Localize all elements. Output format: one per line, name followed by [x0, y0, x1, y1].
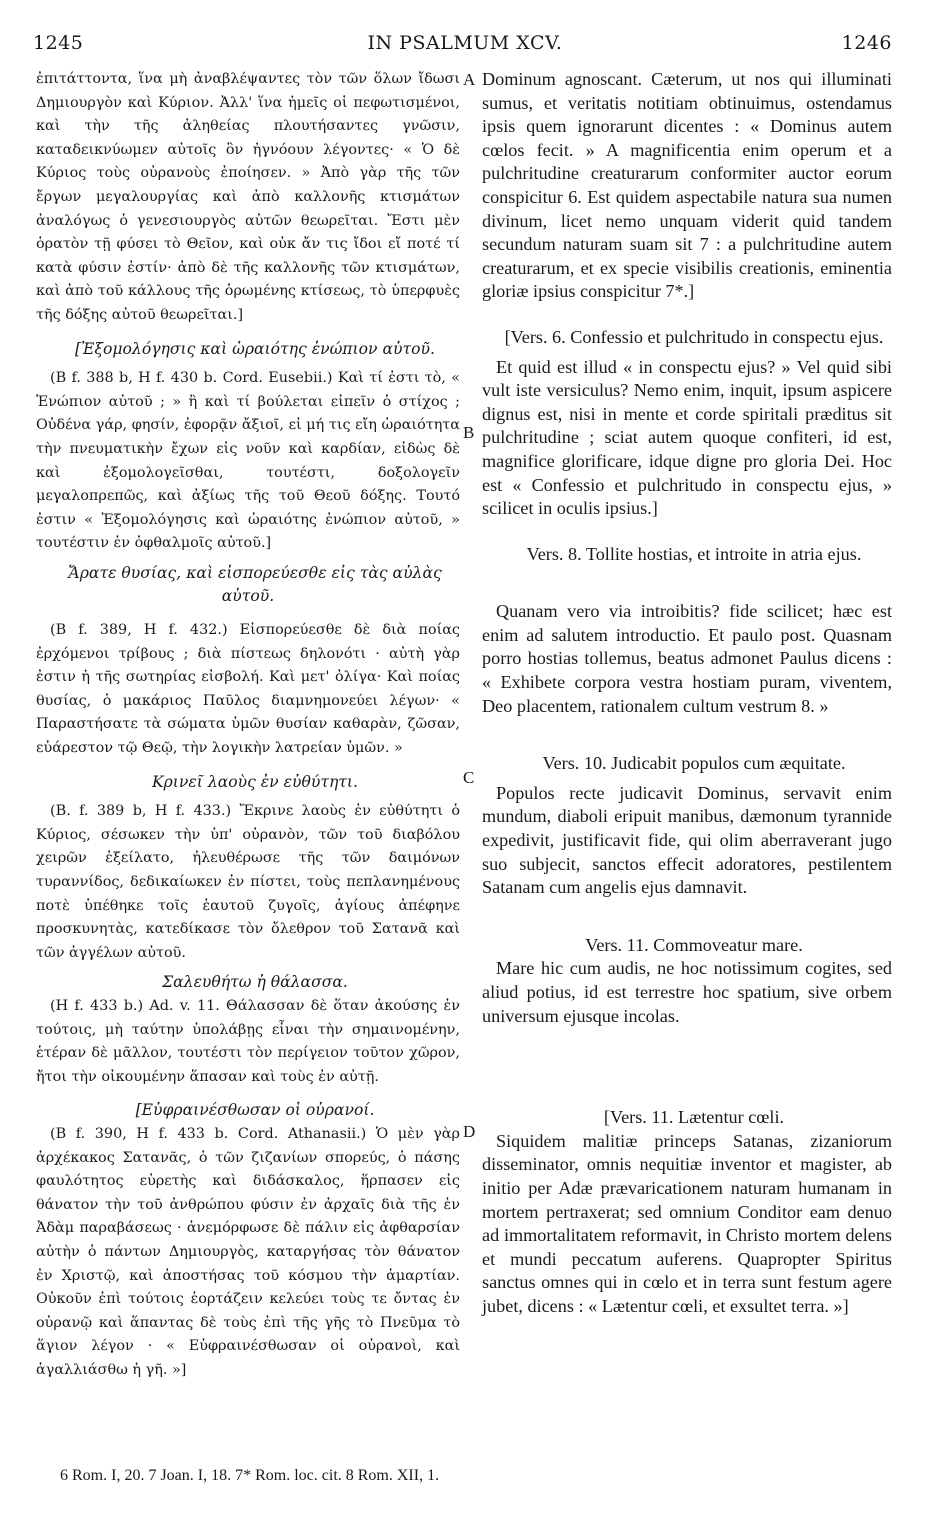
- latin-heading: [482, 543, 892, 567]
- greek-heading: Σαλευθήτω ἡ θάλασσα.: [162, 973, 348, 992]
- latin-paragraph: Populos recte judicavit Dominus, servavit enim mundum, diaboli eripuit manibus, dæmonum tyrannide expedivit, justificavit fide, qui olim aberraverant jugo suo subjecit, sanctos effecit adoratores, pestilentem Satanam cum angelis ejus damnavit.: [482, 782, 892, 898]
- latin-heading: [482, 1106, 892, 1130]
- margin-marker-b: B: [463, 423, 475, 442]
- greek-paragraph: (B f. 389, H f. 432.) Εἰσπορεύεσθε δὲ διὰ ποίας ἐρχόμενοι τρίβους ; διὰ πίστεως δηλονότι · αὐτὴ γὰρ ἐστιν ἡ τῆς σωτηρίας εἰσβολή. Καὶ μετ' ὀλίγα· Καὶ ποίας θυσίας, ὁ μακάριος Παῦλος διαμνημονεύει λέγων· « Παραστήσατε τὰ σώματα ὑμῶν θυσίαν καθαρὰν, ζῶσαν, εὐάρεστον τῷ Θεῷ, τὴν λογικὴν λατρείαν ὑμῶν. »: [36, 622, 460, 757]
- latin-column: [482, 68, 892, 1319]
- greek-paragraph: (H f. 433 b.) Ad. v. 11. Θάλασσαν δὲ ὅταν ἀκούσης ἐν τούτοις, μὴ ταύτην ὑπολάβῃς εἶναι τὴν σημαινομένην, ἑτέραν δὲ μᾶλλον, τουτέστι τὸν περίγειον τοῦτον χῶρον, ἤτοι τὴν οἰκουμένην ἅπασαν καὶ τοὺς ἐν αὐτῇ.: [36, 997, 460, 1085]
- latin-paragraph: Siquidem malitiæ princeps Satanas, zizaniorum disseminator, omnis nequitiæ inventor et magister, ab initio per Adæ prævaricationem naturam humanam in mortem pertraxerat; sed omnium Conditor eam denuo ad immortalitatem reformavit, in Christo mortem delens et mundi peccatum auferens. Quapropter Spiritus sanctus omnes qui in cœlo et in terra sunt festum agere jubet, dicens : « Lætentur cœli, et exsultet terra. »]: [482, 1130, 892, 1316]
- latin-heading: [482, 934, 892, 958]
- latin-heading-text: Vers. 10. Judicabit populos cum æquitate.: [542, 753, 846, 774]
- greek-heading: [Ἐξομολόγησις καὶ ὡραιότης ἐνώπιον αὐτοῦ.: [75, 339, 435, 358]
- latin-heading-text: Vers. 8. Tollite hostias, et introite in atria ejus.: [526, 543, 862, 564]
- margin-marker-a: A: [463, 70, 476, 89]
- greek-heading: [Εὐφραινέσθωσαν οἱ οὐρανοί.: [135, 1101, 375, 1120]
- page-number-left: 1245: [33, 32, 84, 54]
- latin-paragraph: Quanam vero via introibitis? fide scilicet; hæc est enim ad salutem introductio. Et paulo post. Quasnam porro hostias tollemus, beatus admonet Paulus dicens : « Exhibete corpora vestra hostiam puram, viventem, Deo placentem, rationalem cultum vestrum 8. »: [482, 601, 892, 716]
- greek-column: [36, 68, 460, 1382]
- margin-marker-d: D: [463, 1122, 476, 1141]
- greek-paragraph: (B. f. 389 b, H f. 433.) Ἔκρινε λαοὺς ἐν εὐθύτητι ὁ Κύριος, σέσωκεν τὴν ὑπ' οὐρανὸν, τῶν τοῦ διαβόλου χειρῶν ἐξείλατο, ἠλευθέρωσε τῆς τῶν δαιμόνων τυραννίδος, δεδικαίωκεν ἐν πίστει, τοὺς πεπλανημένους ποτὲ ὑπέθηκε τοῖς ἑαυτοῦ ζυγοῖς, ἁγίους ἀπέφηνε προσκυνητὰς, κατεδίκασε τὸν ὄλεθρον τοῦ Σατανᾶ καὶ τῶν ἀγγέλων αὐτοῦ.: [36, 803, 460, 961]
- greek-heading: Ἄρατε θυσίας, καὶ εἰσπορεύεσθε εἰς τὰς αὐλὰς αὐτοῦ.: [68, 563, 442, 606]
- latin-paragraph: Dominum agnoscant. Cæterum, ut nos qui illuminati sumus, et veritatis notitiam obtinuimus, ostendamus ipsis quem ignorarunt dicentes : « Dominus autem cœlos fecit. » A magnificentia enim operum et a pulchritudine creaturarum conformiter auctor eorum conspicitur 6. Est quidem aspectabile natura sua numen divinum, licet nemo unquam viderit quid tandem secundum naturam suam sit 7 : a pulchritudine autem creaturarum, et ex specie visibilis creationis, eminentia gloriæ ipsius conspicitur 7*.]: [482, 69, 892, 302]
- greek-heading: Κρινεῖ λαοὺς ἐν εὐθύτητι.: [151, 772, 358, 791]
- latin-heading: [482, 326, 892, 350]
- greek-paragraph: (B f. 390, H f. 433 b. Cord. Athanasii.) Ὁ μὲν γὰρ ἀρχέκακος Σατανᾶς, ὁ τῶν ζιζανίων σπορεύς, ὁ πάσης φαυλότητος εὑρετὴς καὶ διδάσκαλος, ἥρπασεν εἰς θάνατον τὴν τοῦ ἀνθρώπου φύσιν ἐν ἀρχαῖς διὰ τῆς ἐν Ἀδὰμ παραβάσεως · ἀνεμόρφωσε δὲ πάλιν εἰς ἀφθαρσίαν αὐτὴν ὁ πάντων Δημιουργὸς, καταργήσας τὸν θάνατον ἐν Χριστῷ, καὶ ἀποστήσας τοῦ κόσμου τὴν ἁμαρτίαν. Οὐκοῦν ἐπὶ τούτοις ἑορτάζειν κελεύει τοὺς τε ὄντας ἐν οὐρανῷ καὶ ἅπαντας δὲ τοὺς ἐπὶ τῆς γῆς τὸ Πνεῦμα τὸ ἅγιον λέγον · « Εὐφραινέσθωσαν οἱ οὐρανοὶ, καὶ ἀγαλλιάσθω ἡ γῆ. »]: [36, 1125, 460, 1378]
- margin-marker-c: C: [463, 768, 475, 787]
- latin-heading: [482, 752, 892, 776]
- page-number-right: 1246: [841, 32, 892, 54]
- latin-heading-text: [Vers. 11. Lætentur cœli.: [603, 1107, 785, 1128]
- latin-heading-text: Vers. 11. Commoveatur mare.: [585, 934, 803, 955]
- latin-heading-text: [Vers. 6. Confessio et pulchritudo in conspectu ejus.: [504, 326, 884, 347]
- greek-paragraph: (B f. 388 b, H f. 430 b. Cord. Eusebii.) Καὶ τί ἐστι τὸ, « Ἐνώπιον αὐτοῦ ; » ἢ καὶ τί βούλεται εἰπεῖν ὁ στίχος ; Οὐδένα γάρ, φησίν, ἐφορᾷν ἄξιοῖ, εἰ μή τις εἴη ὡραιότητα τὴν πνευματικὴν ἔχων εἰς νοῦν καὶ καρδίαν, εἰδὼς δὲ καὶ ἐξομολογεῖσθαι, τουτέστι, δοξολογεῖν μεγαλοπρεπῶς, καὶ ἀξίως τῆς τοῦ Θεοῦ δόξης. Τουτό ἐστιν « Ἐξομολόγησις καὶ ὡραιότης ἐνώπιον αὐτοῦ, » τουτέστιν ἐν ὀφθαλμοῖς αὐτοῦ.]: [36, 370, 460, 552]
- greek-paragraph: ἐπιτάττοντα, ἵνα μὴ ἀναβλέψαντες τὸν τῶν ὅλων ἴδωσι Δημιουργὸν καὶ Κύριον. Ἀλλ' ἵνα ἡμεῖς οἱ πεφωτισμένοι, καὶ τὴν τῆς ἀληθείας πλουτήσαντες γνῶσιν, καταδεικνύωμεν αὐτοῖς ὃν ἠγνόουν λέγοντες· « Ὁ δὲ Κύριος τοὺς οὐρανοὺς ἐποίησεν. » Ἀπὸ γὰρ τῆς τῶν ἔργων μεγαλουργίας καὶ ἀπὸ καλλονῆς κτισμάτων ἀναλόγως ὁ γενεσιουργὸς αὐτῶν θεωρεῖται. Ἔστι μὲν ὁρατὸν τῇ φύσει τὸ Θεῖον, καὶ οὐκ ἄν τις ἴδοι εἴ ποτέ τί κατὰ φύσιν ἐστίν· ἀπὸ δὲ τῆς καλλονῆς τῶν κτισμάτων, καὶ ἀπὸ τοῦ κάλλους τῆς ὁρωμένης κτίσεως, τὸ ὑπερφυὲς τῆς δόξης αὐτοῦ θεωρεῖται.]: [36, 71, 460, 323]
- running-title: IN PSALMUM XCV.: [367, 32, 563, 54]
- footnotes: 6 Rom. I, 20. 7 Joan. I, 18. 7* Rom. loc. cit. 8 Rom. XII, 1.: [60, 1467, 440, 1484]
- latin-paragraph: Et quid est illud « in conspectu ejus? » Vel quid sibi vult iste versiculus? Nemo enim, inquit, ipsum aspicere dignus est, nisi in mente et corde spiritali præditus sit pulchritudine ; sciat autem quoque confiteri, id est, magnifice glorificare, idque digne pro gloria Dei. Hoc est « Confessio et pulchritudo in conspectu ejus, » scilicet in oculis ipsius.]: [482, 356, 892, 519]
- latin-paragraph: Mare hic cum audis, ne hoc notissimum cogites, sed aliud potius, id est terrestre hoc spatium, sive orbem universum ejusque incolas.: [482, 958, 892, 1026]
